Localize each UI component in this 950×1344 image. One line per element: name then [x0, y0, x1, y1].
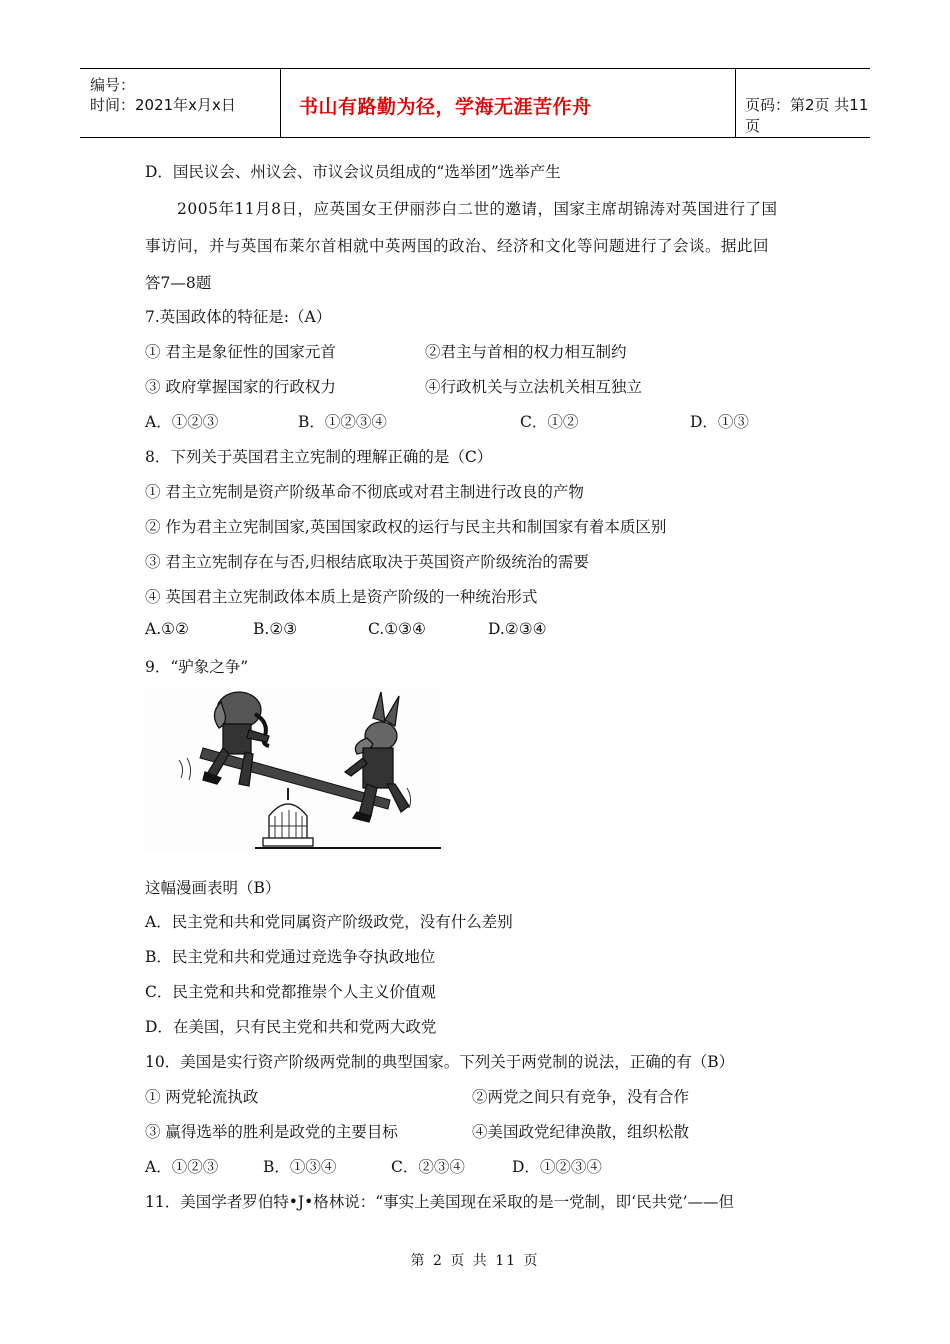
statement-item: ③ 政府掌握国家的行政权力 [145, 378, 336, 396]
header-page-info: 页码：第2页 共11页 [745, 96, 869, 135]
answer-option: B．①③④ [263, 1158, 337, 1176]
answer-option: C.①③④ [368, 620, 426, 638]
donkey-elephant-seesaw-cartoon [145, 688, 441, 852]
question-8-stem: 8．下列关于英国君主立宪制的理解正确的是（C） [145, 448, 493, 466]
page-header [80, 68, 870, 138]
question-7-stem: 7.英国政体的特征是:（A） [145, 308, 332, 326]
answer-option: C．①② [520, 413, 579, 431]
statement-item: ① 两党轮流执政 [145, 1088, 259, 1106]
statement-item: ④行政机关与立法机关相互独立 [425, 378, 643, 396]
paragraph-line: 答7—8题 [145, 274, 212, 292]
question-10-stem: 10．美国是实行资产阶级两党制的典型国家。下列关于两党制的说法，正确的有（B） [145, 1053, 735, 1071]
answer-option: C．民主党和共和党都推崇个人主义价值观 [145, 983, 436, 1001]
document-number-label: 编号： [90, 76, 136, 94]
statement-item: ④ 英国君主立宪制政体本质上是资产阶级的一种统治形式 [145, 588, 538, 606]
answer-option: A．①②③ [145, 1158, 219, 1176]
answer-option: D．在美国，只有民主党和共和党两大政党 [145, 1018, 437, 1036]
answer-option: D．①③ [690, 413, 749, 431]
statement-item: ③ 赢得选举的胜利是政党的主要目标 [145, 1123, 398, 1141]
answer-option: D.②③④ [488, 620, 547, 638]
header-motto: 书山有路勤为径，学海无涯苦作舟 [299, 96, 592, 118]
paragraph-line: 2005年11月8日，应英国女王伊丽莎白二世的邀请，国家主席胡锦涛对英国进行了国 [145, 200, 778, 218]
statement-item: ②君主与首相的权力相互制约 [425, 343, 627, 361]
statement-item: ① 君主立宪制是资产阶级革命不彻底或对君主制进行改良的产物 [145, 483, 584, 501]
document-date-label: 时间：2021年x月x日 [90, 96, 236, 114]
statement-item: ② 作为君主立宪制国家,英国国家政权的运行与民主共和制国家有着本质区别 [145, 518, 667, 536]
page-footer: 第 2 页 共 11 页 [410, 1253, 540, 1269]
answer-option: C．②③④ [391, 1158, 465, 1176]
answer-option: B.②③ [253, 620, 298, 638]
option-line: D．国民议会、州议会、市议会议员组成的“选举团”选举产生 [145, 163, 561, 181]
answer-option: D．①②③④ [512, 1158, 602, 1176]
answer-option: A.①② [145, 620, 189, 638]
statement-item: ②两党之间只有竞争，没有合作 [472, 1088, 690, 1106]
question-11-stem: 11．美国学者罗伯特•J•格林说：“事实上美国现在采取的是一党制，即‘民共党’——但 [145, 1193, 735, 1211]
statement-item: ③ 君主立宪制存在与否,归根结底取决于英国资产阶级统治的需要 [145, 553, 589, 571]
statement-item: ④美国政党纪律涣散，组织松散 [472, 1123, 690, 1141]
question-9-prompt: 这幅漫画表明（B） [145, 879, 281, 897]
question-9-stem: 9．“驴象之争” [145, 658, 249, 676]
header-middle-cell [280, 69, 736, 137]
paragraph-line: 事访问，并与英国布莱尔首相就中英两国的政治、经济和文化等问题进行了会谈。据此回 [145, 237, 770, 255]
answer-option: A．民主党和共和党同属资产阶级政党，没有什么差别 [145, 913, 513, 931]
header-right-cell [735, 69, 870, 137]
statement-item: ① 君主是象征性的国家元首 [145, 343, 336, 361]
header-left-cell [80, 69, 280, 137]
answer-option: B．民主党和共和党通过竞选争夺执政地位 [145, 948, 436, 966]
answer-option: B．①②③④ [298, 413, 387, 431]
answer-option: A．①②③ [145, 413, 219, 431]
